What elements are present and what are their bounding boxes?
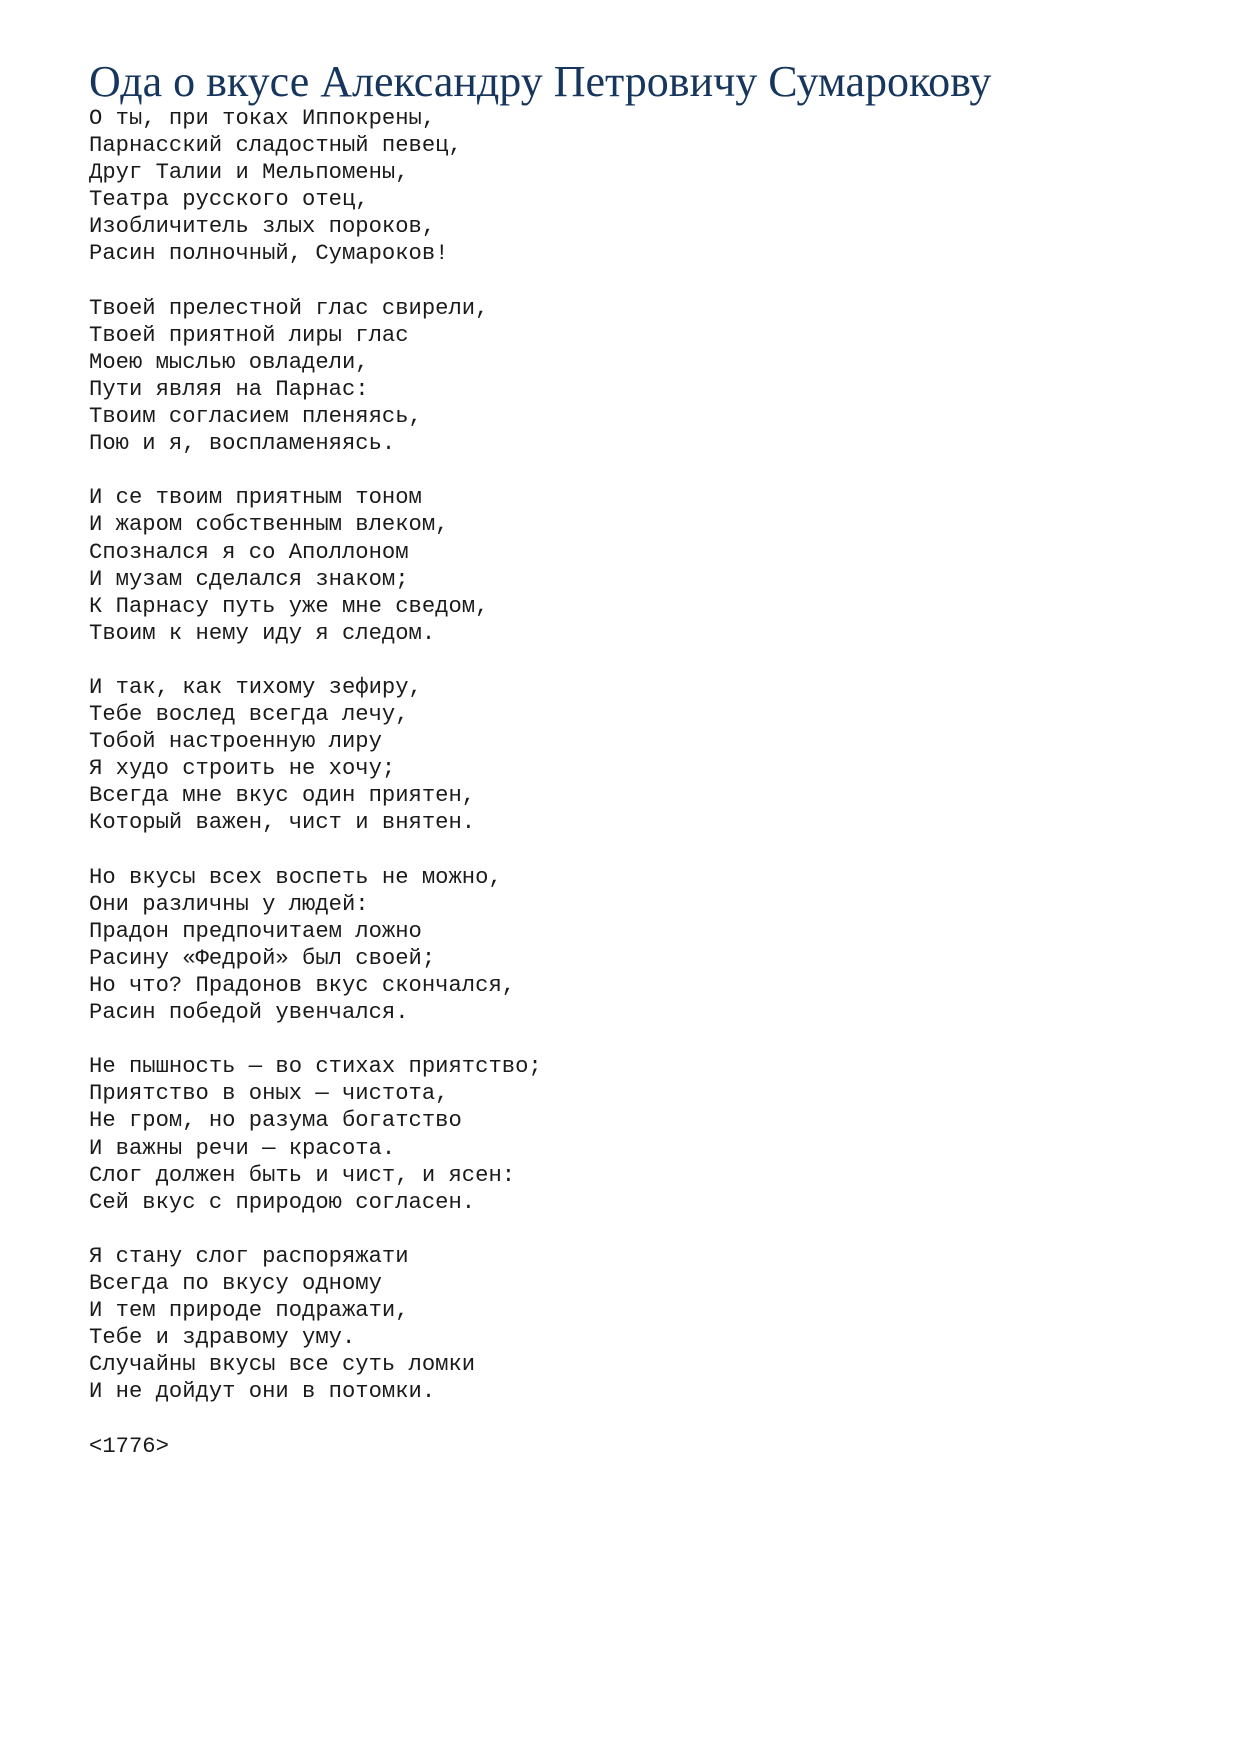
poem-line: И так, как тихому зефиру,: [89, 674, 422, 700]
poem-line: Парнасский сладостный певец,: [89, 133, 462, 159]
poem-stanza: [89, 864, 1149, 1027]
poem-line: Не пышность — во стихах приятство;: [89, 1054, 542, 1080]
poem-line: Моею мыслью овладели,: [89, 349, 369, 375]
poem-line: О ты, при токах Иппокрены,: [89, 106, 436, 131]
poem-line: Тобой настроенную лиру: [89, 729, 382, 755]
poem-line: Тебе и здравому уму.: [89, 1325, 356, 1351]
poem-line: Твоей приятной лиры глас: [89, 322, 409, 348]
poem-line: И жаром собственным влеком,: [89, 512, 449, 538]
poem-line: Сей вкус с природою согласен.: [89, 1189, 476, 1215]
poem-line: Случайны вкусы все суть ломки: [89, 1352, 476, 1378]
poem-line: Прадон предпочитаем ложно: [89, 918, 422, 944]
poem-line: Твоей прелестной глас свирели,: [89, 295, 489, 321]
poem-line: Который важен, чист и внятен.: [89, 810, 476, 836]
poem-stanza: [89, 295, 1149, 458]
poem-line: Изобличитель злых пороков,: [89, 214, 436, 240]
poem-line: Всегда мне вкус один приятен,: [89, 783, 476, 809]
poem-line: Друг Талии и Мельпомены,: [89, 160, 409, 186]
poem-line: Приятство в оных — чистота,: [89, 1081, 449, 1107]
poem-line: Спознался я со Аполлоном: [89, 539, 409, 565]
poem-stanza: [89, 105, 1149, 268]
poem-body: [89, 105, 1149, 1460]
poem-line: Они различны у людей:: [89, 891, 369, 917]
poem-line: Театра русского отец,: [89, 187, 369, 213]
poem-line: Всегда по вкусу одному: [89, 1271, 382, 1297]
poem-line: И се твоим приятным тоном: [89, 485, 422, 511]
poem-line: Твоим к нему иду я следом.: [89, 620, 436, 646]
poem-line: Расину «Федрой» был своей;: [89, 945, 436, 971]
poem-line: Слог должен быть и чист, и ясен:: [89, 1162, 516, 1188]
poem-line: И важны речи — красота.: [89, 1135, 396, 1161]
poem-stanza: [89, 674, 1149, 837]
poem-stanza: [89, 1053, 1149, 1216]
poem-stanza: [89, 484, 1149, 647]
poem-line: Я стану слог распоряжати: [89, 1243, 409, 1269]
poem-line: Расин победой увенчался.: [89, 1000, 409, 1026]
poem-line: Не гром, но разума богатство: [89, 1108, 462, 1134]
poem-line: Пою и я, воспламеняясь.: [89, 431, 396, 457]
poem-line: К Парнасу путь уже мне сведом,: [89, 593, 489, 619]
poem-line: Но вкусы всех воспеть не можно,: [89, 864, 502, 890]
poem-line: Пути являя на Парнас:: [89, 376, 369, 402]
poem-line: Тебе вослед всегда лечу,: [89, 702, 409, 728]
poem-title: Ода о вкусе Александру Петровичу Сумарокову: [89, 57, 992, 106]
poem-stanza: [89, 1243, 1149, 1406]
poem-line: И тем природе подражати,: [89, 1298, 409, 1324]
poem-line: Но что? Прадонов вкус скончался,: [89, 973, 516, 998]
poem-line: И не дойдут они в потомки.: [89, 1379, 436, 1405]
poem-date: <1776>: [89, 1433, 169, 1459]
poem-line: Я худо строить не хочу;: [89, 756, 396, 782]
poem-line: Расин полночный, Сумароков!: [89, 241, 449, 267]
poem-line: И музам сделался знаком;: [89, 566, 409, 592]
poem-line: Твоим согласием пленяясь,: [89, 404, 422, 430]
